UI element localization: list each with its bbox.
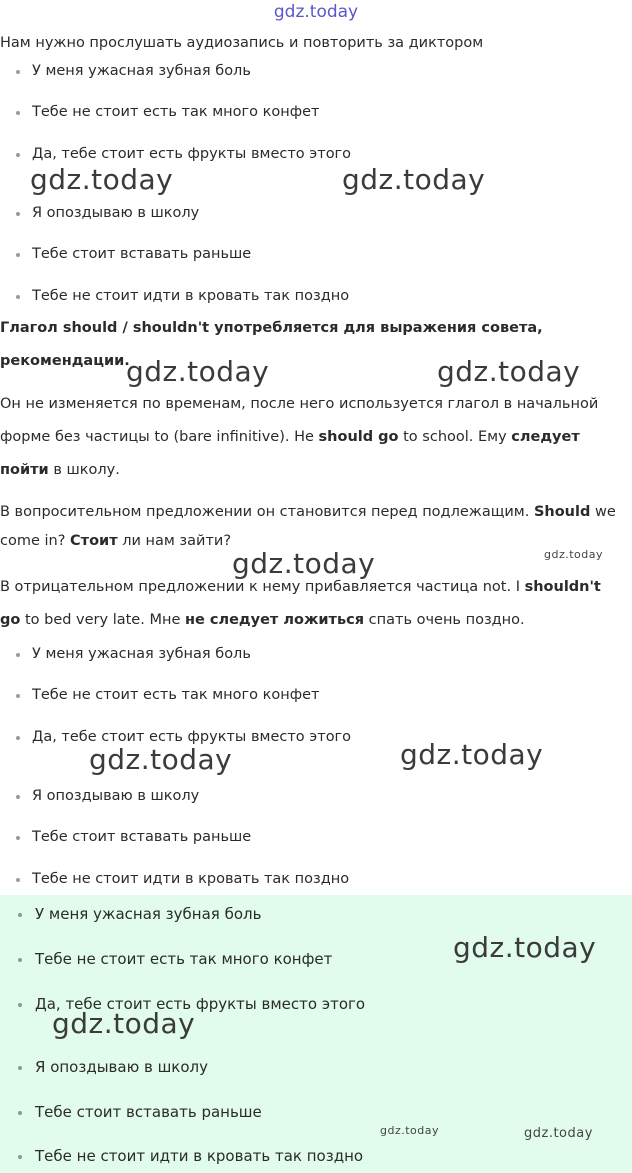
watermark: gdz.today [89, 743, 233, 776]
bullet-icon [16, 212, 20, 216]
site-logo[interactable]: gdz.today [273, 2, 359, 22]
negative-paragraph: В отрицательном предложении к нему прибавляется частица not. I shouldn't go to bed very late. Мне не следует ложиться спать очень поздно. [0, 579, 601, 628]
watermark: gdz.today [544, 548, 604, 561]
bullet-icon [16, 653, 20, 657]
watermark: gdz.today [437, 355, 581, 388]
watermark: gdz.today [342, 163, 486, 196]
bullet-icon [16, 736, 20, 740]
intro-text: Нам нужно прослушать аудиозапись и повторить за диктором [0, 35, 484, 51]
bullet-icon [18, 1066, 22, 1070]
bullet-icon [16, 795, 20, 799]
watermark: gdz.today [232, 547, 376, 580]
tense-paragraph: Он не изменяется по временам, после него используется глагол в начальной форме без частицы to (bare infinitive). He should go to school. Ему следует пойти в школу. [0, 396, 599, 478]
bullet-icon [18, 1155, 22, 1159]
bullet-icon [18, 958, 22, 962]
bullet-icon [18, 1003, 22, 1007]
bullet-icon [18, 1111, 22, 1115]
bullet-icon [16, 253, 20, 257]
bullet-icon [16, 153, 20, 157]
watermark: gdz.today [126, 355, 270, 388]
watermark: gdz.today [400, 738, 544, 771]
question-paragraph: В вопросительном предложении он становится перед подлежащим. Should we come in? Стоит ли нам зайти? [0, 504, 616, 549]
bullet-icon [16, 836, 20, 840]
bullet-icon [16, 111, 20, 115]
watermark: gdz.today [380, 1124, 440, 1137]
bullet-icon [16, 878, 20, 882]
page: gdz.today Нам нужно прослушать аудиозапись и повторить за диктором У меня ужасная зубная боль Тебе не стоит есть так много конфет Да, тебе стоит есть фрукты вместо этого Я опоздываю в школу Тебе стоит вставать раньше Тебе не стоит идти в кровать так поздно Глагол should / shouldn't употребляется для выражения совета, рекомендации. Он не изменяется по временам, после него используется глагол в начальной форме без частицы to (bare infinitive). He should go to school. Ему следует пойти в школу. В вопросительном предложении он становится перед подлежащим. Should we come in? Стоит ли нам зайти? В отрицательном предложении к нему прибавляется частица not. I shouldn't go to bed very late. Мне не следует ложиться спать очень поздно. У меня ужасная зубная боль Тебе не стоит есть так много конфет Да, тебе стоит есть фрукты вместо этого Я опоздываю в школу Тебе стоит вставать раньше Тебе не стоит идти в кровать так поздно У меня ужасная зубная боль Тебе не стоит есть так много конфет Да, тебе стоит есть фрукты вместо этого Я опоздываю в школу Тебе стоит вставать раньше Тебе не стоит идти в кровать так поздно gdz.today gdz.today gdz.today gdz.today gdz.today gdz.today gdz.today gdz.today gdz.today gdz.today gdz.today gdz.today [0, 0, 632, 1173]
bullet-icon [16, 295, 20, 299]
watermark: gdz.today [30, 163, 174, 196]
bullet-icon [18, 913, 22, 917]
rule-paragraph: Глагол should / shouldn't употребляется для выражения совета, рекомендации. [0, 320, 543, 369]
bullet-icon [16, 70, 20, 74]
watermark: gdz.today [52, 1007, 196, 1040]
bullet-icon [16, 694, 20, 698]
watermark: gdz.today [453, 931, 597, 964]
watermark: gdz.today [524, 1126, 593, 1141]
